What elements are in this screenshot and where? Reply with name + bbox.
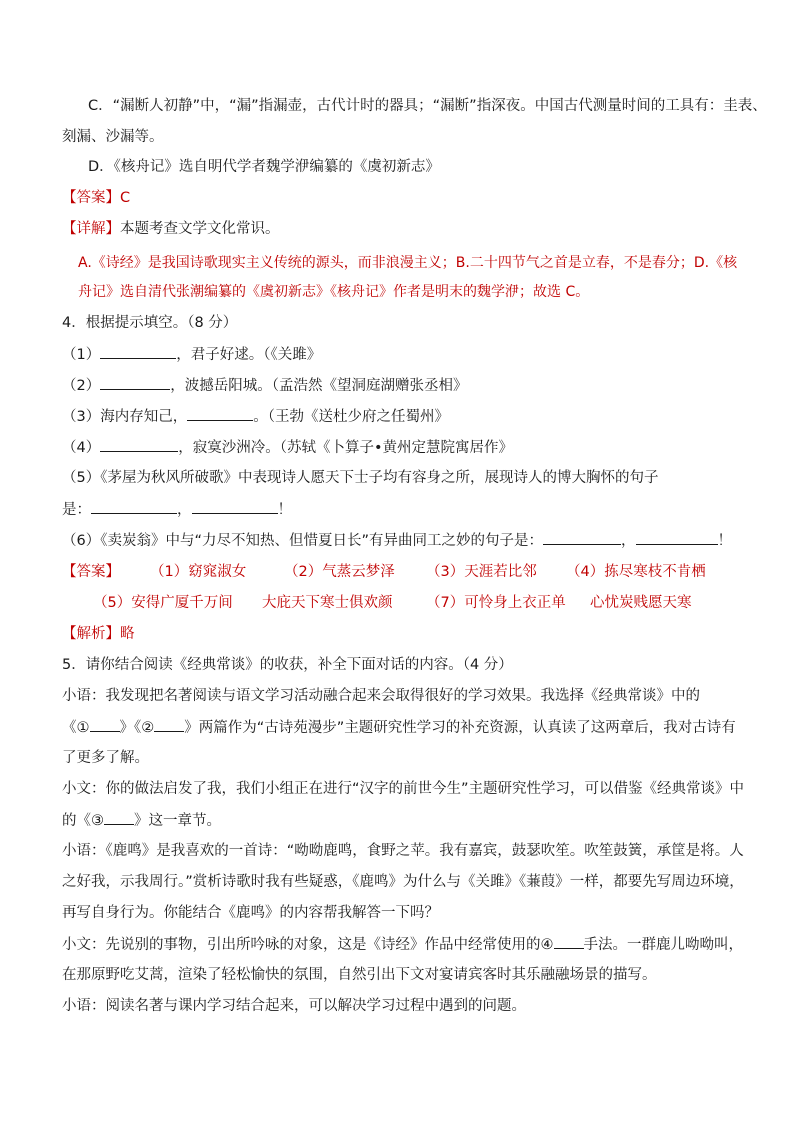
q5-p1-line1: 小语：我发现把名著阅读与语文学习活动融合起来会取得很好的学习效果。我选择《经典常谈》中的 bbox=[62, 688, 700, 704]
q5-p3-line2: 之好我，示我周行。”赏析诗歌时我有些疑惑，《鹿鸣》为什么与《关雎》《蒹葭》一样，都要先写周边环境， bbox=[62, 874, 744, 890]
q5-p3-line3: 再写自身行为。你能结合《鹿鸣》的内容帮我解答一下吗？ bbox=[62, 905, 439, 921]
blank-q5-1[interactable] bbox=[90, 717, 120, 732]
blank-6b[interactable] bbox=[636, 530, 718, 545]
p1-b: 》《② bbox=[119, 720, 155, 736]
item5-prefix: 是： bbox=[62, 502, 91, 518]
answer-label: 【答案】 bbox=[62, 564, 120, 580]
item6-mid: ， bbox=[621, 533, 636, 549]
q5-p3-line1: 小语：《鹿鸣》是我喜欢的一首诗：“呦呦鹿鸣，食野之苹。我有嘉宾，鼓瑟吹笙。吹笙鼓簧，承筐是将。人 bbox=[62, 843, 744, 859]
q5-p1-line3: 了更多了解。 bbox=[62, 750, 149, 766]
q5-p5-line1: 小语：阅读名著与课内学习结合起来，可以解决学习过程中遇到的问题。 bbox=[62, 998, 526, 1014]
q4-item6 bbox=[62, 530, 732, 551]
blank-5a[interactable] bbox=[91, 499, 177, 514]
p4-b: 手法。一群鹿儿呦呦叫， bbox=[583, 937, 743, 953]
item3-suffix: 。（王勃《送杜少府之任蜀州》 bbox=[253, 409, 449, 425]
blank-4[interactable] bbox=[100, 437, 178, 452]
item2-suffix: ，波撼岳阳城。（孟浩然《望洞庭湖赠张丞相》 bbox=[170, 378, 468, 394]
q3-detail-row bbox=[62, 219, 280, 239]
q4-analysis-row bbox=[62, 624, 135, 644]
q5-p4-line1 bbox=[62, 934, 743, 955]
answer-label: 【答案】 bbox=[62, 190, 120, 206]
blank-3[interactable] bbox=[187, 406, 253, 421]
blank-1[interactable] bbox=[100, 344, 176, 359]
q4-answer-7: （7）可怜身上衣正单 bbox=[426, 595, 566, 611]
option-c-line1: C．“漏断人初静”中，“漏”指漏壶，古代计时的器具；“漏断”指深夜。中国古代测量时间的工具有：圭表、 bbox=[88, 98, 767, 114]
q5-p2-line1: 小文：你的做法启发了我，我们小组正在进行“汉字的前世今生”主题研究性学习，可以借鉴《经典常谈》中 bbox=[62, 781, 745, 797]
q4-answer-5: （5）安得广厦千万间 bbox=[93, 595, 233, 611]
q4-answer-label bbox=[62, 562, 120, 582]
q5-p4-line2: 在那原野吃艾蒿，渲染了轻松愉快的氛围，自然引出下文对宴请宾客时其乐融融场景的描写。 bbox=[62, 967, 657, 983]
p2-b: 》这一章节。 bbox=[134, 813, 221, 829]
p2-a: 的《③ bbox=[62, 813, 104, 829]
explain-line1: A.《诗经》是我国诗歌现实主义传统的源头，而非浪漫主义；B.二十四节气之首是立春，不是春分；D.《核 bbox=[78, 255, 738, 271]
blank-q5-4[interactable] bbox=[554, 934, 584, 949]
q4-item1 bbox=[62, 344, 321, 365]
q4-answer-4: （4）拣尽寒枝不肯栖 bbox=[566, 564, 706, 580]
q4-answer-1: （1）窈窕淑女 bbox=[150, 564, 247, 580]
q4-item3 bbox=[62, 406, 449, 427]
blank-q5-3[interactable] bbox=[104, 810, 134, 825]
analysis-text: 略 bbox=[120, 626, 135, 642]
detail-label: 【详解】 bbox=[62, 221, 120, 237]
analysis-label: 【解析】 bbox=[62, 626, 120, 642]
blank-2[interactable] bbox=[100, 375, 170, 390]
q4-item4 bbox=[62, 437, 513, 458]
detail-text: 本题考查文学文化常识。 bbox=[120, 221, 280, 237]
q5-title: 5．请你结合阅读《经典常谈》的收获，补全下面对话的内容。（4 分） bbox=[62, 657, 513, 673]
option-c-line2: 刻漏、沙漏等。 bbox=[62, 129, 164, 145]
item1-prefix: （1） bbox=[62, 347, 101, 363]
item3-prefix: （3）海内存知己， bbox=[62, 409, 188, 425]
item1-suffix: ，君子好逑。（《关雎》 bbox=[176, 347, 322, 363]
q4-item5-line2 bbox=[62, 499, 292, 520]
q4-answer-7b: 心忧炭贱愿天寒 bbox=[590, 595, 692, 611]
item6-end: ！ bbox=[717, 533, 732, 549]
item5-end: ！ bbox=[277, 502, 292, 518]
p4-a: 小文：先说别的事物，引出所吟咏的对象，这是《诗经》作品中经常使用的④ bbox=[62, 937, 554, 953]
q4-answer-2: （2）气蒸云梦泽 bbox=[284, 564, 395, 580]
q4-title: 4．根据提示填空。（8 分） bbox=[62, 315, 238, 331]
p1-a: 《① bbox=[62, 720, 90, 736]
q4-answer-3: （3）天涯若比邻 bbox=[426, 564, 537, 580]
p1-c: 》两篇作为“古诗苑漫步”主题研究性学习的补充资源，认真读了这两章后，我对古诗有 bbox=[184, 720, 736, 736]
option-d-line: D．《核舟记》选自明代学者魏学洢编纂的《虞初新志》 bbox=[88, 159, 440, 175]
item6-prefix: （6）《卖炭翁》中与“力尽不知热、但惜夏日长”有异曲同工之妙的句子是： bbox=[62, 533, 543, 549]
item4-suffix: ，寂寞沙洲冷。（苏轼《卜算子•黄州定慧院寓居作》 bbox=[178, 440, 514, 456]
q3-answer-row bbox=[62, 188, 130, 208]
q4-item2 bbox=[62, 375, 467, 396]
q5-p1-line2 bbox=[62, 717, 736, 738]
explain-line2: 舟记》选自清代张潮编纂的《虞初新志》《核舟记》作者是明末的魏学洢；故选 C。 bbox=[78, 284, 590, 300]
blank-q5-2[interactable] bbox=[154, 717, 184, 732]
blank-5b[interactable] bbox=[192, 499, 278, 514]
q5-p2-line2 bbox=[62, 810, 221, 831]
q4-item5-line1: （5）《茅屋为秋风所破歌》中表现诗人愿天下士子均有容身之所，展现诗人的博大胸怀的句子 bbox=[62, 470, 659, 486]
item2-prefix: （2） bbox=[62, 378, 101, 394]
item4-prefix: （4） bbox=[62, 440, 101, 456]
answer-value: C bbox=[120, 190, 131, 206]
q4-answer-5b: 大庇天下寒士俱欢颜 bbox=[262, 595, 393, 611]
blank-6a[interactable] bbox=[543, 530, 621, 545]
item5-mid: ， bbox=[177, 502, 192, 518]
